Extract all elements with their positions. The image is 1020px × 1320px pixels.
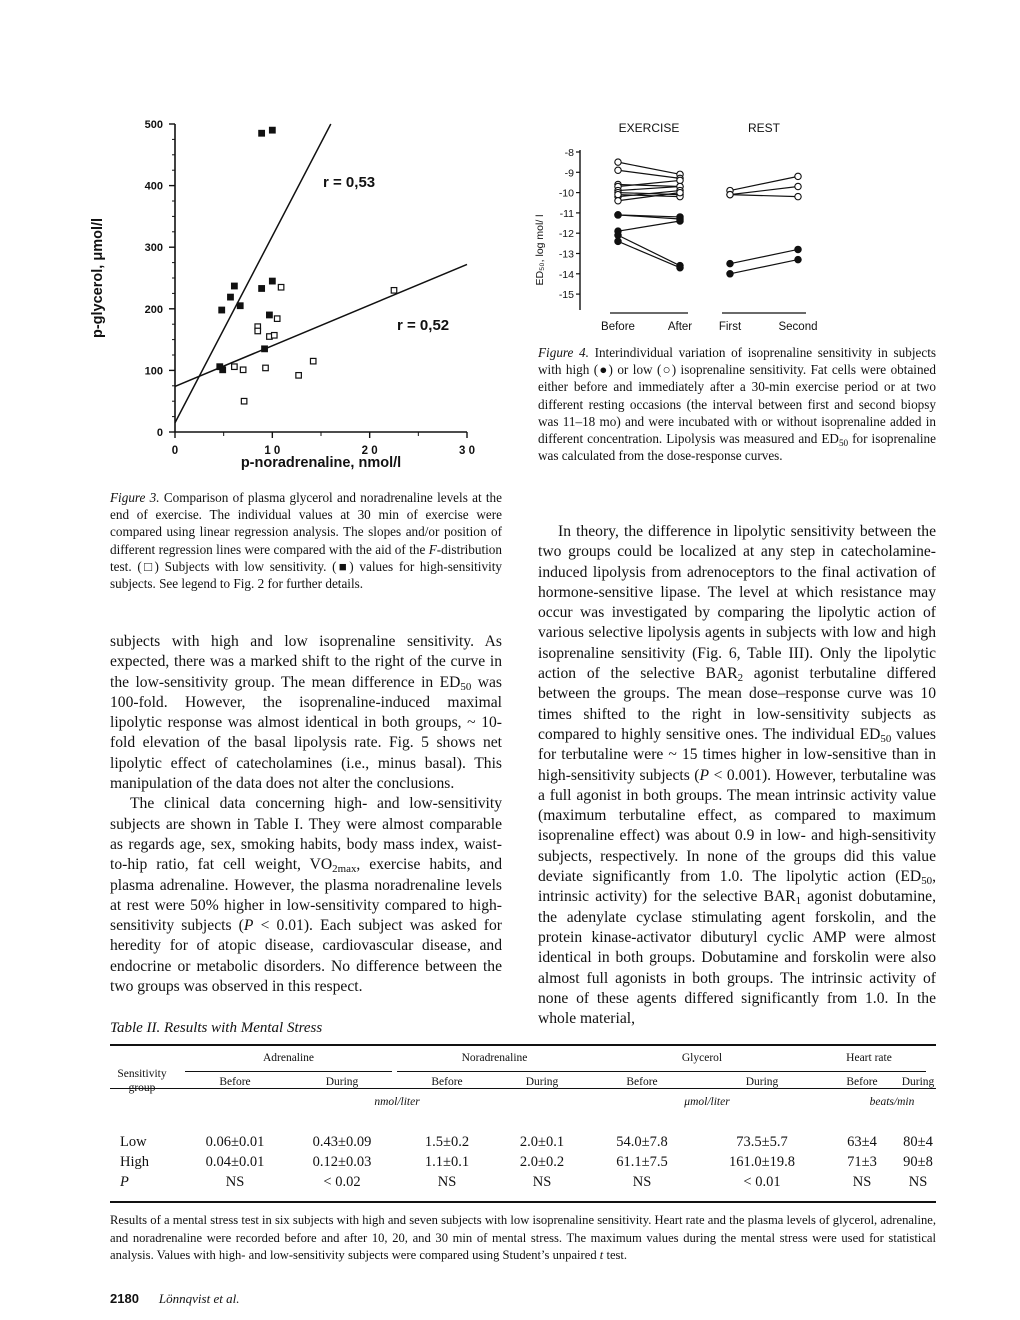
table-cell: 90±8 [903,1154,933,1170]
low-sensitivity-point [310,358,316,364]
panel-exercise [601,121,692,333]
subcolumn-header: Before [431,1076,463,1088]
group-header-underline [592,1071,812,1072]
low-sensitivity-marker [795,173,801,179]
low-sensitivity-marker [615,191,621,197]
table-cell: 0.06±0.01 [205,1134,265,1150]
table-2-note: Results of a mental stress test in six subjects with high and seven subjects with low isoprenaline sensitivity. Heart rate and the plasma levels of glycerol, adrenaline, and noradrenaline were recorded before and after 10, 20, and 30 min of mental stress. The maximum values during the mental stress were used for statistical analysis. Values with high- and low-sensitivity subjects were compared using Student’s unpaired t test. [110,1213,936,1262]
group-header-underline [185,1071,392,1072]
table-bottom-rule [110,1201,936,1203]
table-cell: 161.0±19.8 [729,1154,795,1170]
figure-4-caption-text: Interindividual variation of isoprenaline sensitivity in subjects with high (●) or low (○) isoprenaline sensitivity. Fat cells were obtained either before and immediately after a 30-min exercise period or at two different resting occasions (the interval between first and second biopsy was 11–18 mo) and were incubated with or without isoprenaline added in different concentration. Lipolysis was measured and $ED_{50}$ for isoprenaline was calculated from the dose-response curves. [538,345,937,464]
svg-text:After: After [667,321,693,333]
low-sensitivity-marker [615,167,621,173]
panel-rest [719,121,818,333]
high-sensitivity-point [227,294,233,300]
group-header-glycerol: Glycerol [681,1052,723,1064]
low-sensitivity-point [263,365,269,371]
svg-text:-10: -10 [558,187,574,200]
low-sensitivity-marker [677,177,683,183]
table-header-rule [110,1088,936,1089]
svg-text:2 0: 2 0 [361,445,378,457]
low-sensitivity-point [272,333,278,339]
low-sensitivity-point [278,284,284,290]
high-sensitivity-marker [795,246,801,252]
svg-text:-15: -15 [558,289,574,302]
svg-text:1 0: 1 0 [264,445,281,457]
high-sensitivity-point [266,312,272,318]
r-label-high: r = 0,53 [323,174,376,191]
svg-text:0: 0 [171,445,179,457]
low-sensitivity-marker [615,198,621,204]
fig4-y-axis-label: ED₅₀, log mol/ l [534,214,546,286]
high-sensitivity-marker [615,232,621,238]
svg-text:First: First [718,321,742,333]
table-cell: NS [632,1174,652,1190]
table-cell: 80±4 [903,1134,933,1150]
svg-text:-8: -8 [564,147,574,159]
low-sensitivity-marker [677,189,683,195]
svg-text:200: 200 [144,303,163,316]
unit-nmol-liter: nmol/liter [374,1096,420,1108]
svg-text:-11: -11 [559,207,574,220]
low-sensitivity-point [240,367,246,373]
page-number: 2180 [110,1291,139,1306]
table-cell: 73.5±5.7 [736,1134,788,1150]
table-cell: 1.1±0.1 [424,1154,470,1170]
svg-text:300: 300 [144,242,163,255]
subcolumn-header: During [901,1076,935,1088]
group-header-underline [397,1071,592,1072]
table-top-rule [110,1044,936,1046]
subcolumn-header: During [325,1076,359,1088]
table-cell: 0.04±0.01 [205,1154,265,1170]
svg-text:3 0: 3 0 [459,445,475,457]
table-cell: NS [437,1174,457,1190]
table-cell: 63±4 [847,1134,877,1150]
table-cell: NS [852,1174,872,1190]
x-axis-label: p-noradrenaline, nmol/l [240,455,402,471]
high-sensitivity-point [259,285,265,291]
svg-text:-14: -14 [558,268,574,281]
table-2 [110,1040,936,1210]
subcolumn-header: During [745,1076,779,1088]
low-sensitivity-point [241,398,247,404]
high-sensitivity-point [231,283,237,289]
low-sensitivity-point [296,373,302,379]
table-cell: 2.0±0.2 [519,1154,565,1170]
high-sensitivity-marker [727,260,733,266]
table-cell: NS [225,1174,245,1190]
table-cell: NS [532,1174,552,1190]
high-sensitivity-marker [615,212,621,218]
svg-text:-9: -9 [564,167,574,180]
subcolumn-header: Before [626,1076,658,1088]
high-sensitivity-point [259,130,265,136]
subcolumn-header: Before [846,1076,878,1088]
right-paragraph-1: In theory, the difference in lipolytic sensitivity between the two groups could be localized at any step in catecholamine-induced lipolysis from adrenoceptors to the final activation of hormone-sensitive lipase. The level at which resistance may occur was investigated by comparing the lipolytic action of various selective lipolysis agents in subjects with low and high isoprenaline sensitivity (Fig. 6, Table III). Only the lipolytic action of the selective $BAR_2$ agonist terbutaline differed between the groups. The mean dose–response curve was 10 times shifted to the right in low-sensitivity subjects as compared to highly sensitive ones. The individual $ED_{50}$ values for terbutaline were ~ 15 times higher in low-sensitive than in high-sensitivity subjects (P < 0.001). However, terbutaline was a full agonist in both groups. The mean intrinsic activity value (maximum terbutaline effect, as compared to maximum isoprenaline effect) was about 0.9 in low- and high-sensitivity subjects, respectively. In none of the groups did this value deviate significantly from 1.0. The lipolytic action ($ED_{50}$, intrinsic activity) for the selective $BAR_1$ agonist dobutamine, the adenylate cyclase stimulating agent forskolin, and the protein kinase-activator dibuturyl cyclic AMP were almost identical in both groups. Dobutamine and forskolin were also almost full agonists in both groups. The intrinsic activity of none of these agents differed significantly from 1.0. In the whole material, [538,523,936,1028]
table-cell: 54.0±7.8 [616,1134,668,1150]
table-2-title: Table II. Results with Mental Stress [110,1020,323,1036]
table-cell: 0.12±0.03 [312,1154,372,1170]
low-sensitivity-point [274,316,280,322]
table-cell: NS [908,1174,928,1190]
high-sensitivity-point [262,346,268,352]
high-sensitivity-marker [677,265,683,271]
row-header-group: group [128,1082,156,1094]
unit-umol-liter: μmol/liter [684,1096,730,1108]
table-cell: < 0.02 [323,1174,361,1190]
high-sensitivity-point [220,367,226,373]
svg-text:400: 400 [144,180,163,193]
page-footer [110,1290,239,1308]
high-sensitivity-point [219,307,225,313]
high-sensitivity-point [269,127,275,133]
running-authors: Lönnqvist et al. [158,1291,240,1306]
row-label-low: Low [120,1134,147,1150]
unit-beats-min: beats/min [869,1096,915,1108]
subcolumn-header: During [525,1076,559,1088]
left-paragraph-2: The clinical data concerning high- and low-sensitivity subjects are shown in Table I. They were almost comparable as regards age, sex, smoking habits, body mass index, waist-to-hip ratio, fat cell weight, $VO_{2max}$, exercise habits, and plasma adrenaline. However, the plasma noradrenaline levels at rest were 50% higher in low-sensitivity compared to high-sensitivity subjects (P < 0.01). Each subject was asked for heredity for of atopic disease, cardiovascular disease, and endocrine or metabolic disorders. No difference between the two groups was observed in this respect. [110,795,502,996]
left-paragraph-1: subjects with high and low isoprenaline sensitivity. As expected, there was a marked shift to the right of the curve in the low-sensitivity group. The mean difference in $ED_{50}$ was 100-fold. However, the isoprenaline-induced maximal lipolytic response was almost identical in both groups, ~ 10-fold elevation of the basal lipolysis rate. Fig. 5 shows net lipolytic effect of catecholamines (i.e., minus basal). This manipulation of the data does not alter the conclusions. [110,633,502,793]
group-header-underline [812,1071,926,1072]
table-cell: < 0.01 [743,1174,781,1190]
high-sensitivity-marker [677,218,683,224]
high-sensitivity-marker [727,271,733,277]
table-cell: 61.1±7.5 [616,1154,668,1170]
low-sensitivity-point [232,364,238,370]
svg-text:Second: Second [778,321,818,333]
r-label-low: r = 0,52 [397,317,450,334]
row-header-sensitivity: Sensitivity [117,1068,167,1080]
low-sensitivity-marker [795,193,801,199]
group-header-heart-rate: Heart rate [846,1052,892,1064]
low-sensitivity-point [255,328,261,334]
svg-text:EXERCISE: EXERCISE [618,121,680,135]
left-column-text [110,632,502,997]
row-label-high: High [120,1154,149,1170]
row-label-p: P [120,1174,129,1190]
high-sensitivity-point [269,278,275,284]
svg-text:Before: Before [601,321,635,333]
table-cell: 2.0±0.1 [519,1134,565,1150]
figure-4-label: Figure 4. [538,345,589,360]
figure-3-label: Figure 3. [110,490,160,505]
table-cell: 1.5±0.2 [424,1134,470,1150]
svg-text:REST: REST [747,121,781,135]
low-sensitivity-point [391,288,397,294]
svg-text:-12: -12 [558,228,574,241]
high-sensitivity-point [237,303,243,309]
low-sensitivity-marker [615,159,621,165]
right-column-text [538,522,936,1029]
group-header-noradrenaline: Noradrenaline [461,1052,528,1064]
svg-text:500: 500 [144,119,163,131]
low-sensitivity-marker [727,191,733,197]
figure-3-caption [110,489,502,592]
low-sensitivity-marker [795,183,801,189]
figure-4-chart [530,110,830,340]
subcolumn-header: Before [219,1076,251,1088]
figure-3-caption-text: Comparison of plasma glycerol and noradrenaline levels at the end of exercise. The individual values at 30 min of exercise were compared using linear regression analysis. The slopes and/or position of different regression lines were compared with the aid of the F-distribution test. (□) Subjects with low sensitivity. (■) values for high-sensitivity subjects. See legend to Fig. 2 for further details. [110,490,503,592]
group-header-adrenaline: Adrenaline [262,1052,315,1064]
svg-text:0: 0 [156,427,163,439]
svg-text:100: 100 [144,365,163,378]
table-cell: 71±3 [847,1154,877,1170]
figure-3-chart [80,110,500,490]
high-sensitivity-marker [615,238,621,244]
svg-text:-13: -13 [558,248,574,261]
figure-4-caption [538,344,936,464]
y-axis-label: p-glycerol, μmol/l [90,217,106,339]
table-cell: 0.43±0.09 [312,1134,372,1150]
high-sensitivity-marker [795,256,801,262]
